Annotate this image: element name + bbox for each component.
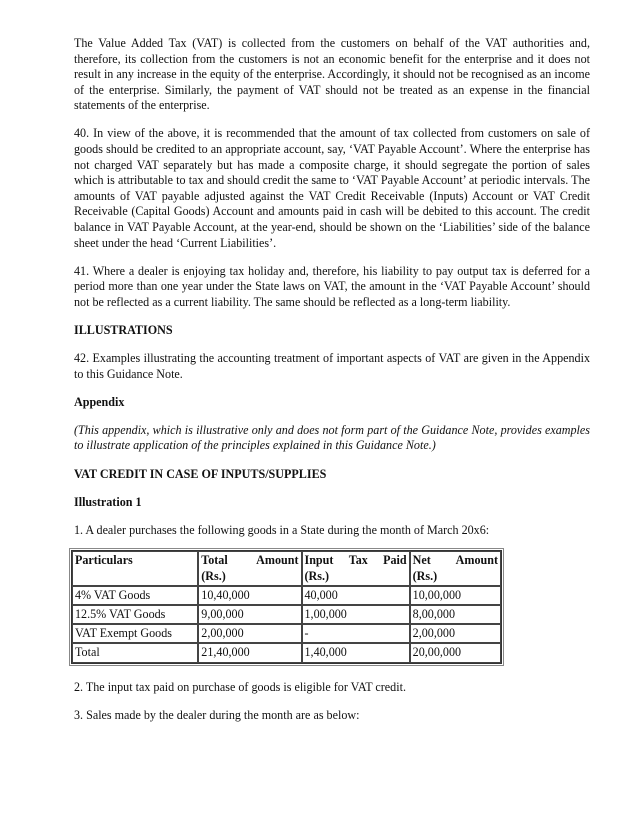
- cell-input-tax: -: [302, 624, 410, 643]
- paragraph-41: 41. Where a dealer is enjoying tax holiday and, therefore, his liability to pay output tax is deferred for a period more than one year under the State laws on VAT, the amount in the ‘VAT Payable Account’ should not be reflected as a current liability. The same should be reflected as a long-term liability.: [74, 263, 590, 309]
- cell-input-tax: 1,00,000: [302, 605, 410, 624]
- heading-vat-credit: VAT CREDIT IN CASE OF INPUTS/SUPPLIES: [74, 466, 327, 481]
- heading-appendix: Appendix: [74, 394, 125, 409]
- table-row: [72, 624, 501, 643]
- cell-total: 9,00,000: [198, 605, 301, 624]
- header-total-line1: [201, 553, 298, 568]
- cell-input-tax: 40,000: [302, 586, 410, 605]
- header-input-word: Input: [304, 553, 334, 568]
- table-row-total: [72, 643, 501, 662]
- header-tax-word: Tax: [348, 553, 368, 568]
- cell-particulars: 12.5% VAT Goods: [72, 605, 198, 624]
- header-input-tax-paid: [302, 551, 410, 585]
- paragraph-40: 40. In view of the above, it is recommended that the amount of tax collected from customers on sale of goods should be credited to an appropriate account, say, ‘VAT Payable Account’. Where the enterprise has not charged VAT separately but has made a composite charge, it should segregate the portion of sales which is attributable to tax and should credit the same to ‘VAT Payable Account’ at periodic intervals. The amounts of VAT payable adjusted against the VAT Credit Receivable (Inputs) Account or VAT Credit Receivable (Capital Goods) Account and amounts paid in cash will be debited to this account. The credit balance in VAT Payable Account, at the year-end, should be shown on the ‘Liabilities’ side of the balance sheet under the head ‘Current Liabilities’.: [74, 126, 590, 250]
- header-particulars-label: Particulars: [75, 553, 133, 568]
- cell-total: 2,00,000: [198, 624, 301, 643]
- cell-particulars: VAT Exempt Goods: [72, 624, 198, 643]
- header-net-line1: [413, 553, 498, 568]
- header-total-amount: [198, 551, 301, 585]
- header-net-amount: [410, 551, 501, 585]
- paragraph-2: 2. The input tax paid on purchase of goods is eligible for VAT credit.: [74, 679, 406, 694]
- cell-input-tax: 1,40,000: [302, 643, 410, 662]
- header-net-word: Net: [412, 553, 431, 568]
- appendix-note: (This appendix, which is illustrative only and does not form part of the Guidance Note, provides examples to illustrate application of the principles explained in this Guidance Note.): [74, 422, 590, 453]
- cell-total: 10,40,000: [198, 586, 301, 605]
- header-particulars: [72, 551, 198, 585]
- header-paid-word: Paid: [383, 553, 407, 568]
- paragraph-42: 42. Examples illustrating the accounting treatment of important aspects of VAT are given in the Appendix to this Guidance Note.: [74, 351, 590, 381]
- cell-particulars: 4% VAT Goods: [72, 586, 198, 605]
- heading-illustration-1: Illustration 1: [74, 494, 142, 509]
- cell-total: 21,40,000: [198, 643, 301, 662]
- cell-net: 2,00,000: [410, 624, 501, 643]
- paragraph-vat-collected: The Value Added Tax (VAT) is collected from the customers on behalf of the VAT authorities and, therefore, its collection from the customers is not an economic benefit for the enterprise and it does not result in any increase in the equity of the enterprise. Accordingly, it should not be recognised as an income of the enterprise. Similarly, the payment of VAT should not be treated as an expense in the financial statements of the enterprise.: [74, 36, 590, 113]
- heading-illustrations: ILLUSTRATIONS: [74, 323, 173, 337]
- header-input-unit: (Rs.): [304, 568, 330, 583]
- cell-net: 8,00,000: [410, 605, 501, 624]
- header-input-line1: [305, 553, 407, 568]
- table-header-row: [72, 551, 501, 585]
- header-amount-word: Amount: [256, 553, 299, 568]
- table-row: [72, 586, 501, 605]
- header-total-unit: (Rs.): [201, 568, 226, 583]
- paragraph-1: 1. A dealer purchases the following goods in a State during the month of March 20x6:: [74, 522, 490, 537]
- header-net-unit: (Rs.): [412, 568, 438, 583]
- header-net-amount-word: Amount: [455, 553, 498, 568]
- cell-particulars: Total: [72, 643, 198, 662]
- cell-net: 20,00,000: [410, 643, 501, 662]
- header-total-word: Total: [201, 553, 228, 568]
- table-row: [72, 605, 501, 624]
- paragraph-3: 3. Sales made by the dealer during the month are as below:: [74, 707, 360, 722]
- cell-net: 10,00,000: [410, 586, 501, 605]
- purchases-table: [71, 550, 502, 663]
